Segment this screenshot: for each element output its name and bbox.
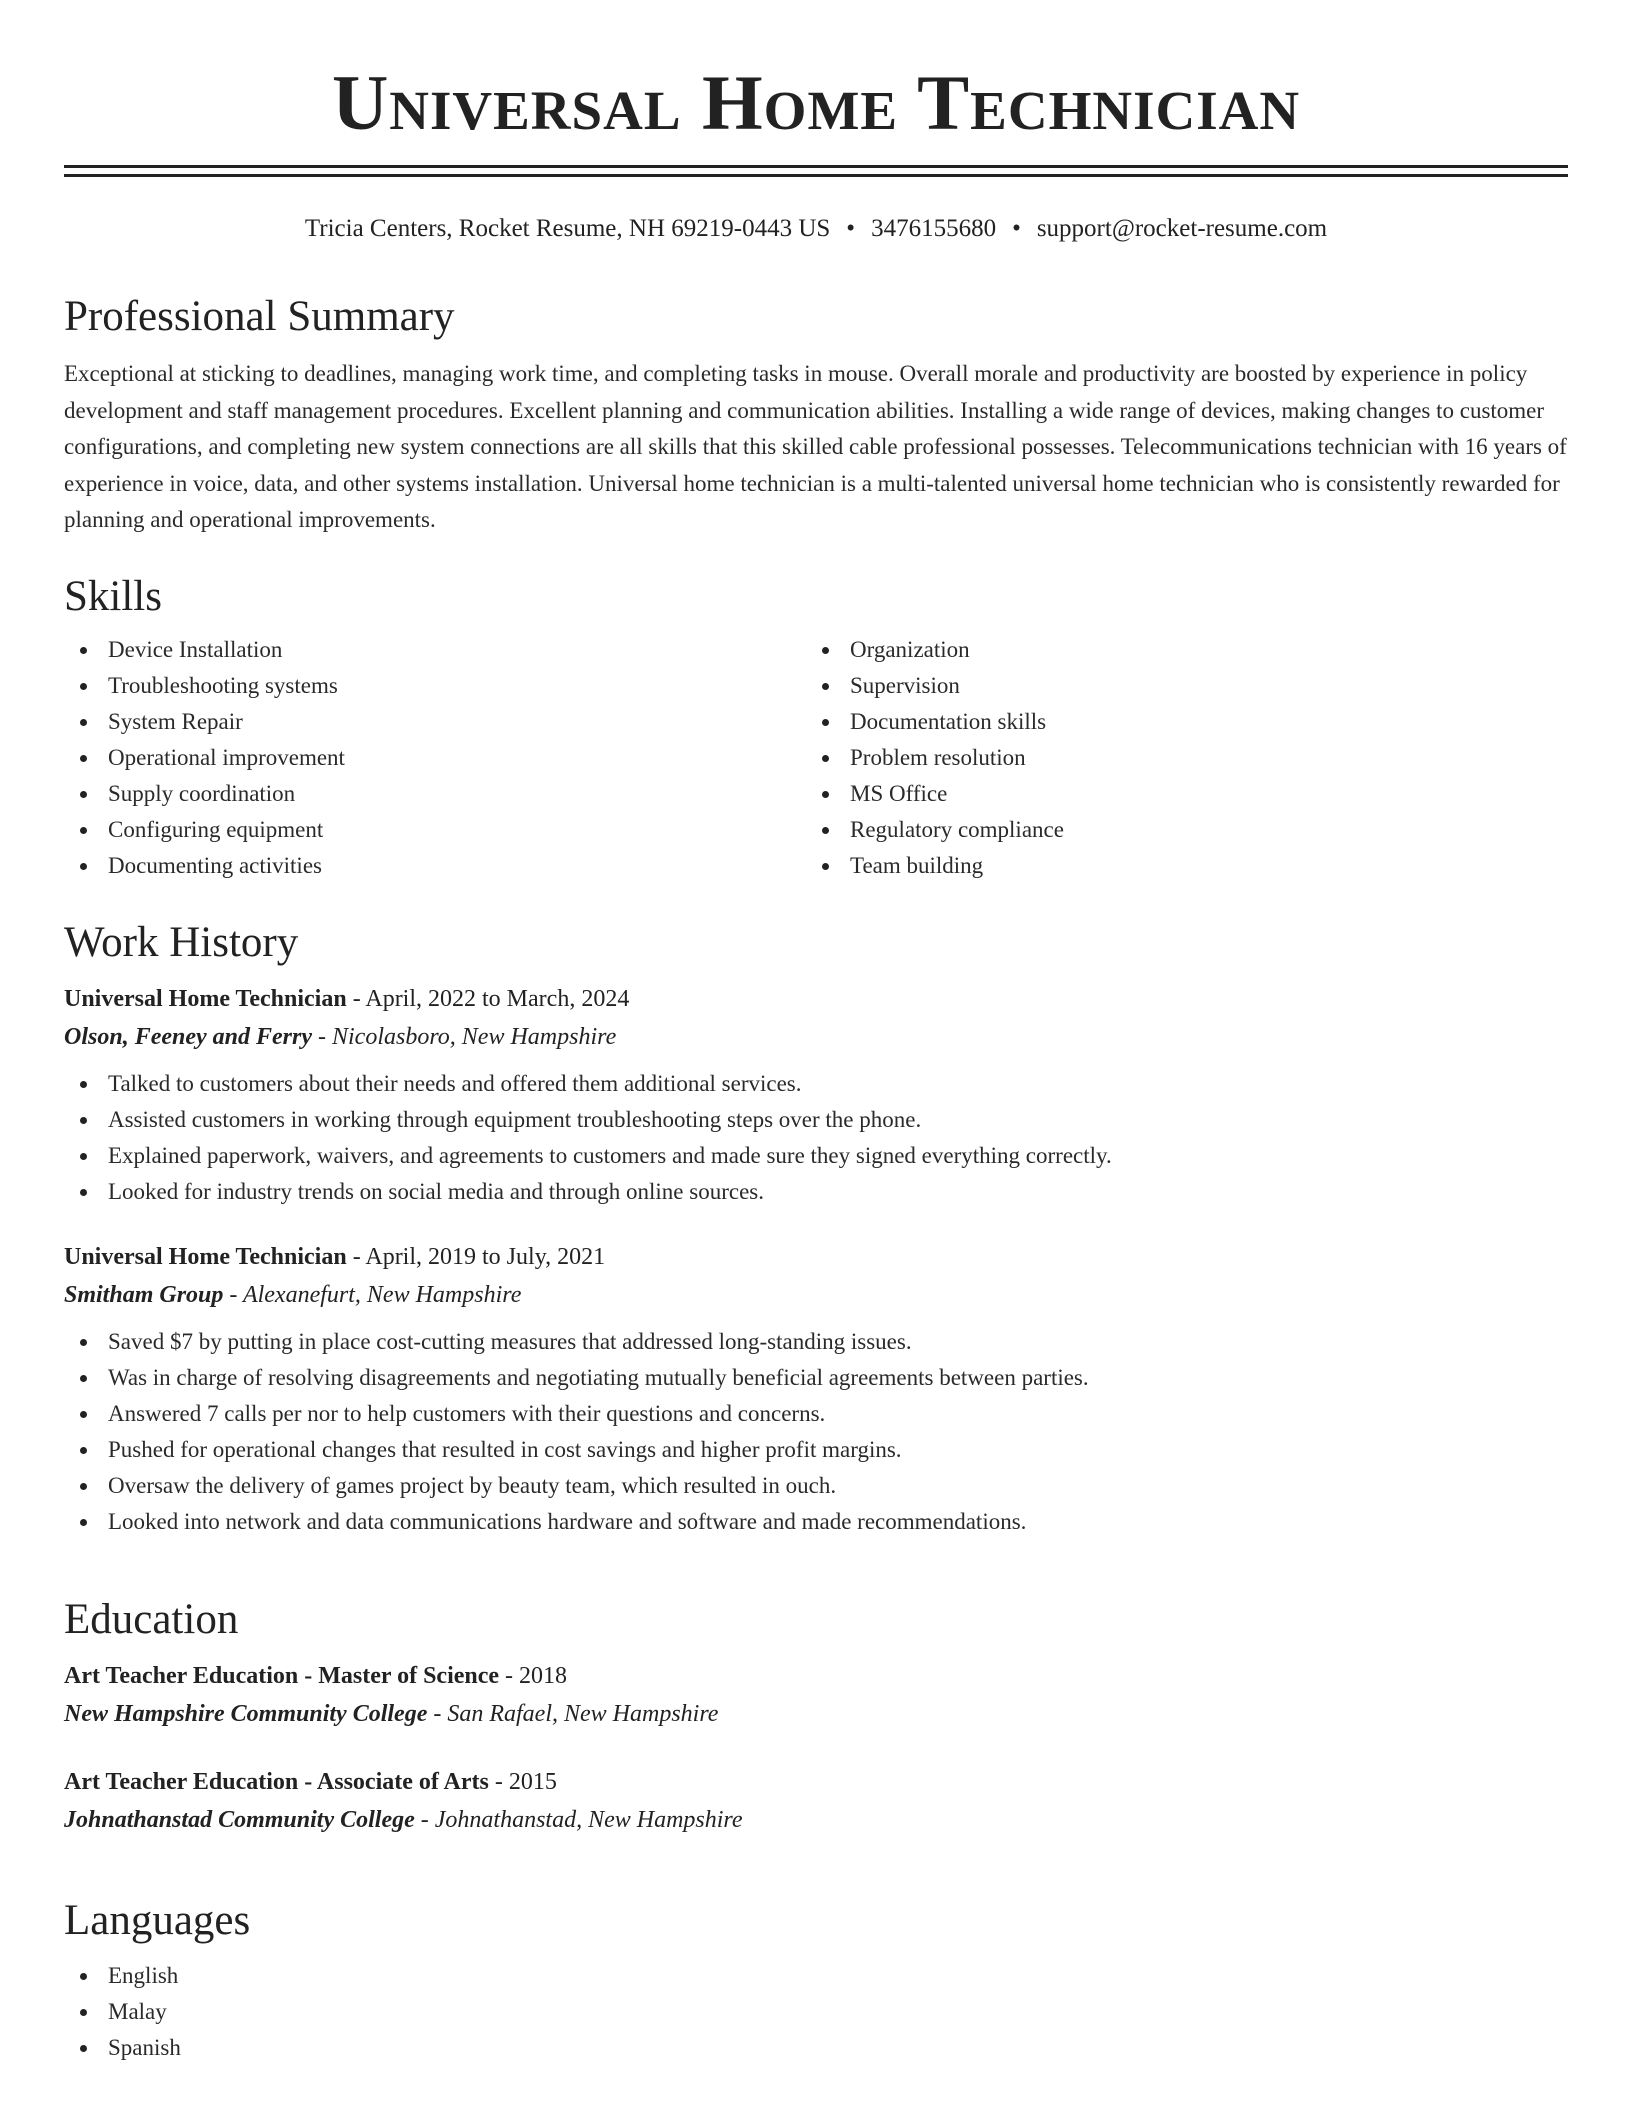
skill-item: Supply coordination — [64, 776, 806, 812]
languages-heading: Languages — [64, 1897, 251, 1944]
summary-heading: Professional Summary — [64, 293, 455, 340]
duty-item: Looked into network and data communications hardware and software and made recommendations. — [64, 1504, 1568, 1540]
job-dates: - April, 2022 to March, 2024 — [346, 986, 630, 1012]
skill-item: System Repair — [64, 704, 806, 740]
degree-line — [64, 1659, 1568, 1693]
duty-item: Oversaw the delivery of games project by beauty team, which resulted in ouch. — [64, 1468, 1568, 1504]
skill-item: Configuring equipment — [64, 812, 806, 848]
title-rule-bottom — [64, 174, 1568, 177]
school: New Hampshire Community College — [64, 1701, 428, 1727]
skill-item: Organization — [806, 632, 1548, 668]
languages-section — [64, 1896, 1568, 2066]
contact-email: support@rocket-resume.com — [1036, 215, 1328, 242]
school-location: - San Rafael, New Hampshire — [427, 1701, 719, 1727]
language-item: Spanish — [64, 2030, 1568, 2066]
duty-item: Saved $7 by putting in place cost-cutting measures that addressed long-standing issues. — [64, 1324, 1568, 1360]
skill-item: Operational improvement — [64, 740, 806, 776]
school-location: - Johnathanstad, New Hampshire — [414, 1807, 743, 1833]
job-entry — [64, 1240, 1568, 1540]
contact-line — [64, 214, 1568, 244]
skills-section — [64, 572, 1568, 884]
skills-list-right — [806, 632, 1548, 884]
job-title: Universal Home Technician — [64, 986, 347, 1012]
skill-item: Documentation skills — [806, 704, 1548, 740]
job-location: - Nicolasboro, New Hampshire — [312, 1024, 617, 1050]
skill-item: Team building — [806, 848, 1548, 884]
resume-page — [64, 0, 1568, 2060]
summary-section — [64, 292, 1568, 539]
skill-item: MS Office — [806, 776, 1548, 812]
degree: Art Teacher Education - Master of Science — [64, 1663, 500, 1689]
job-company-line — [64, 1020, 1568, 1054]
duty-item: Answered 7 calls per nor to help customers with their questions and concerns. — [64, 1396, 1568, 1432]
education-entry — [64, 1659, 1568, 1731]
resume-title: Universal Home Technician — [331, 59, 1301, 146]
duty-item: Explained paperwork, waivers, and agreements to customers and made sure they signed everything correctly. — [64, 1138, 1568, 1174]
contact-phone: 3476155680 — [871, 215, 997, 242]
skills-list-left — [64, 632, 806, 884]
skills-column-right — [806, 632, 1548, 884]
degree-year: - 2018 — [499, 1663, 568, 1689]
job-heading — [64, 1240, 1568, 1274]
duty-item: Was in charge of resolving disagreements and negotiating mutually beneficial agreements between parties. — [64, 1360, 1568, 1396]
language-item: English — [64, 1958, 1568, 1994]
job-duties — [64, 1066, 1568, 1210]
duty-item: Looked for industry trends on social media and through online sources. — [64, 1174, 1568, 1210]
school: Johnathanstad Community College — [64, 1807, 415, 1833]
skill-item: Regulatory compliance — [806, 812, 1548, 848]
job-entry — [64, 982, 1568, 1210]
skill-item: Troubleshooting systems — [64, 668, 806, 704]
degree-year: - 2015 — [488, 1769, 557, 1795]
job-company: Olson, Feeney and Ferry — [64, 1024, 312, 1050]
school-line — [64, 1803, 1568, 1837]
job-heading — [64, 982, 1568, 1016]
education-section — [64, 1595, 1568, 1837]
duty-item: Assisted customers in working through equipment troubleshooting steps over the phone. — [64, 1102, 1568, 1138]
work-history-heading: Work History — [64, 919, 299, 966]
job-title: Universal Home Technician — [64, 1244, 347, 1270]
skill-item: Device Installation — [64, 632, 806, 668]
languages-list — [64, 1958, 1568, 2066]
skill-item: Supervision — [806, 668, 1548, 704]
duty-item: Pushed for operational changes that resulted in cost savings and higher profit margins. — [64, 1432, 1568, 1468]
contact-separator: • — [846, 215, 856, 242]
degree: Art Teacher Education - Associate of Arts — [64, 1769, 489, 1795]
skills-heading: Skills — [64, 573, 162, 620]
education-entry — [64, 1765, 1568, 1837]
job-dates: - April, 2019 to July, 2021 — [346, 1244, 606, 1270]
job-company-line — [64, 1278, 1568, 1312]
degree-line — [64, 1765, 1568, 1799]
contact-address: Tricia Centers, Rocket Resume, NH 69219-0443 US — [304, 215, 831, 242]
school-line — [64, 1697, 1568, 1731]
education-heading: Education — [64, 1596, 239, 1643]
job-location: - Alexanefurt, New Hampshire — [223, 1282, 522, 1308]
contact-separator: • — [1012, 215, 1021, 242]
skills-column-left — [64, 632, 806, 884]
duty-item: Talked to customers about their needs and offered them additional services. — [64, 1066, 1568, 1102]
language-item: Malay — [64, 1994, 1568, 2030]
work-history-section — [64, 918, 1568, 1540]
skills-columns — [64, 632, 1568, 884]
skill-item: Problem resolution — [806, 740, 1548, 776]
summary-text: Exceptional at sticking to deadlines, managing work time, and completing tasks in mouse. Overall morale and productivity are boosted by experience in policy development and staff management procedures. Excellent planning and communication abilities. Installing a wide range of devices, making changes to customer configurations, and completing new system connections are all skills that this skilled cable professional possesses. Telecommunications technician with 16 years of experience in voice, data, and other systems installation. Universal home technician is a multi-talented universal home technician who is consistently rewarded for planning and operational improvements. — [64, 361, 1567, 532]
skill-item: Documenting activities — [64, 848, 806, 884]
job-duties — [64, 1324, 1568, 1540]
job-company: Smitham Group — [64, 1282, 224, 1308]
title-rule-top — [64, 165, 1568, 168]
